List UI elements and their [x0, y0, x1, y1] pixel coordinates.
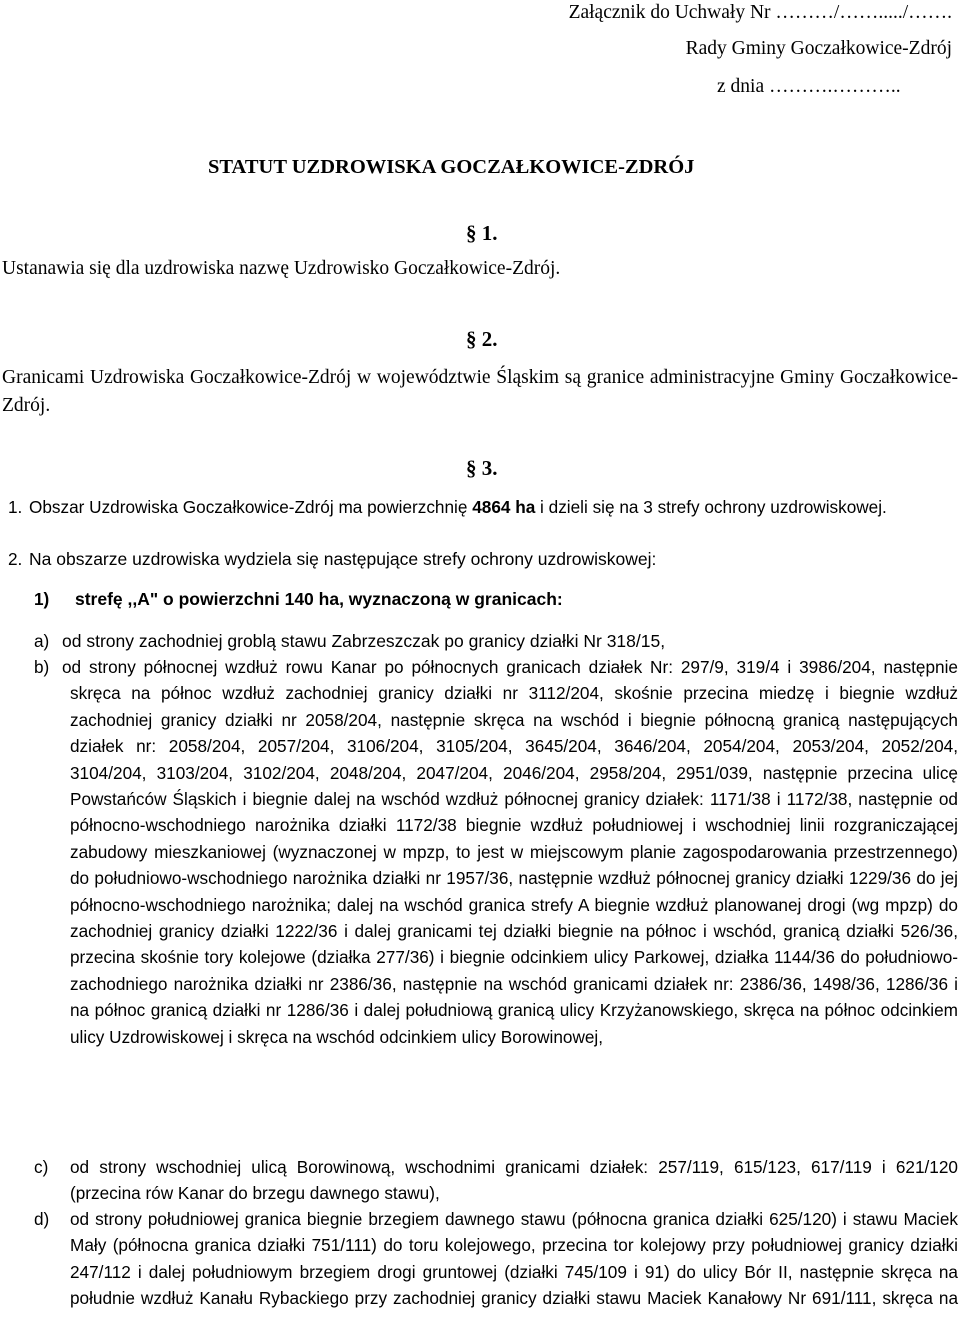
section-1-mark: § 1. — [466, 221, 498, 245]
section-2-text: Granicami Uzdrowiska Goczałkowice-Zdrój w województwie Śląskim są granice administracyjne Gminy Goczałkowice-Zdrój. — [2, 367, 958, 416]
item-b-text: od strony północnej wzdłuż rowu Kanar po północnych granicach działek Nr: 297/9, 319/4 i 3986/204, następnie skręca na północ wzdłuż zachodniej granicy działki nr 3112/204, skośnie przecina miedzę i biegnie wzdłuż zachodniej granicy działki nr 2058/204, następnie skręca na wschód i biegnie północną granicą następujących działek nr: 2058/204, 2057/204, 3106/204, 3105/204, 3645/204, 3646/204, 2054/204, 2053/204, 2052/204, 3104/204, 3103/204, 3102/204, 2048/204, 2047/204, 2046/204, 2958/204, 2951/039, następnie przecina ulicę Powstańców Śląskich i biegnie dalej na wschód wzdłuż północnej granicy działek: 1171/38 i 1172/38, następnie od północno-wschodniego narożnika działki 1172/38 biegnie wzdłuż południowej i wschodniej linii rozgraniczającej zabudowy mieszkaniowej (wyznaczonej w mpzp, to jest w miejscowym planie zagospodarowania przestrzennego) do południowo-wschodniego narożnika działki nr 1957/36, następnie wzdłuż północnej granicy działki 1229/36 do jej północno-wschodniego narożnika; dalej na wschód granica strefy A biegnie wzdłuż planowanej drogi (wg mpzp) do zachodniej granicy działki 1222/36 i dalej granicami tej działki biegnie na północ i wschód, granicą działki 526/36, przecina skośnie tory kolejowe (działka 277/36) i biegnie odcinkiem ulicy Parkowej, działka 1144/36 do południowo-zachodniego narożnika działki nr 2386/36, następnie na wschód granicami działek nr: 2386/36, 1498/36, 1286/36 i na północ granicą działki nr 1286/36 i dalej południową granicą ulicy Krzyżanowskiego, skręca na północ odcinkiem ulicy Uzdrowiskowej i skręca na wschód odcinkiem ulicy Borowinowej, — [62, 657, 958, 1047]
paragraph-1-pre: Obszar Uzdrowiska Goczałkowice-Zdrój ma powierzchnię — [29, 497, 473, 517]
document-title: STATUT UZDROWISKA GOCZAŁKOWICE-ZDRÓJ — [208, 156, 695, 178]
attachment-line: Załącznik do Uchwały Nr ………/……...../……. — [568, 2, 952, 23]
item-c-label: c) — [34, 1157, 49, 1177]
item-d-text: od strony południowej granica biegnie brzegiem dawnego stawu (północna granica działki 625/120) i stawu Maciek Mały (północna granica działki 751/111) do toru kolejowego, przecina tor kolejowy przy południowej granicy działki 247/112 i dalej południowym brzegiem drogi gruntowej (działki 745/109 i 91) do ulicy Bór II, następnie skręca na południe wzdłuż Kanału Rybackiego przy zachodniej granicy działki stawu Maciek Kanałowy Nr 691/111, skręca na — [70, 1209, 958, 1309]
item-a-text: od strony zachodniej groblą stawu Zabrzeszczak po granicy działki Nr 318/15, — [62, 631, 666, 651]
date-line: z dnia ……….……….. — [717, 76, 901, 97]
paragraph-1-post: i dzieli się na 3 strefy ochrony uzdrowiskowej. — [535, 497, 887, 517]
section-2-mark: § 2. — [466, 327, 498, 351]
council-line: Rady Gminy Goczałkowice-Zdrój — [685, 38, 952, 59]
paragraph-2-text: Na obszarze uzdrowiska wydziela się następujące strefy ochrony uzdrowiskowej: — [29, 549, 657, 569]
item-b-label: b) — [34, 657, 50, 677]
paragraph-1-text — [29, 494, 958, 520]
section-3-mark: § 3. — [466, 456, 498, 480]
zone-a-heading: strefę ,,A" o powierzchni 140 ha, wyznaczoną w granicach: — [75, 589, 563, 609]
zone-number: 1) — [34, 589, 50, 609]
section-1-text: Ustanawia się dla uzdrowiska nazwę Uzdrowisko Goczałkowice-Zdrój. — [2, 258, 561, 279]
paragraph-1-number: 1. — [8, 497, 23, 517]
item-d-label: d) — [34, 1209, 50, 1229]
item-a-label: a) — [34, 631, 50, 651]
paragraph-2-number: 2. — [8, 549, 23, 569]
area-value: 4864 ha — [472, 497, 536, 517]
item-c-text: od strony wschodniej ulicą Borowinową, wschodnimi granicami działek: 257/119, 615/123, 617/119 i 621/120 (przecina rów Kanar do brzegu dawnego stawu), — [70, 1157, 958, 1204]
